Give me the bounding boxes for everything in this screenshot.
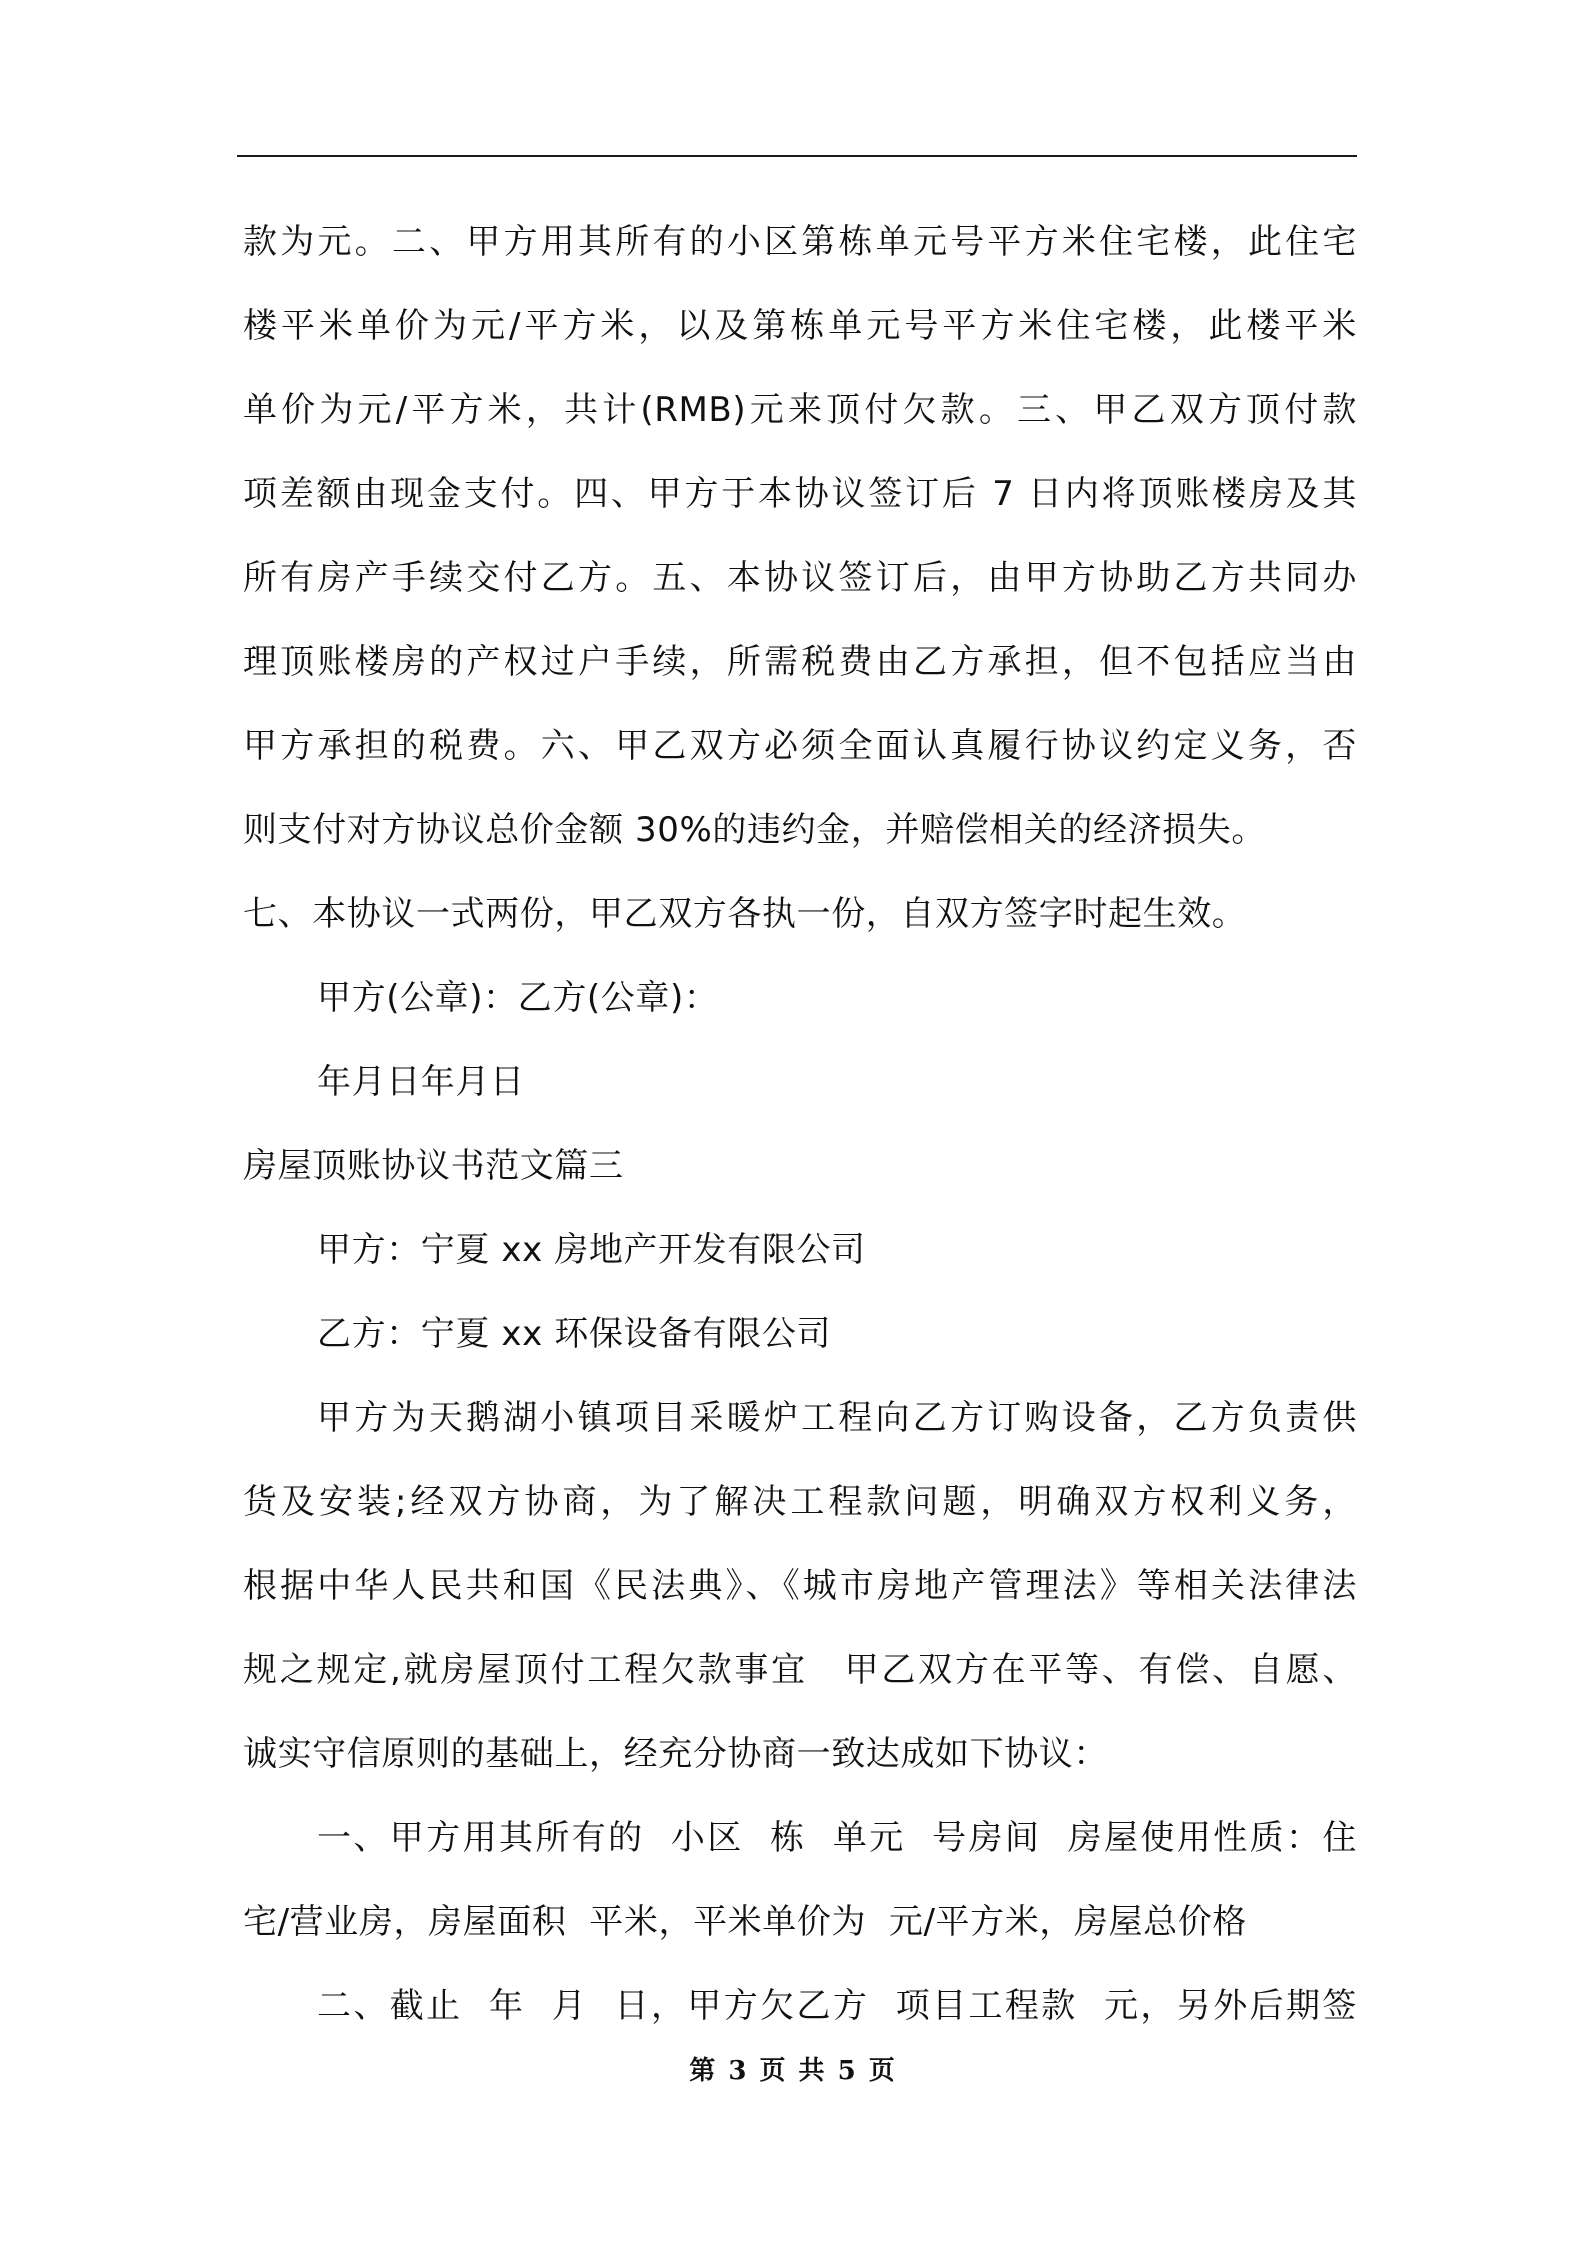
paragraph-line: 甲方为天鹅湖小镇项目采暖炉工程向乙方订购设备，乙方负责供 [317,1398,1357,1438]
paragraph-line: 单价为元/平方米，共计(RMB)元来顶付欠款。三、甲乙双方顶付款 [243,390,1357,430]
paragraph-line: 甲方承担的税费。六、甲乙双方必须全面认真履行协议约定义务，否 [243,726,1357,766]
paragraph-line: 七、本协议一式两份，甲乙双方各执一份，自双方签字时起生效。 [243,894,1247,934]
paragraph-line: 规之规定,就房屋顶付工程欠款事宜 甲乙双方在平等、有偿、自愿、 [243,1650,1357,1690]
date-line: 年月日年月日 [317,1062,525,1102]
party-b-line: 乙方：宁夏 xx 环保设备有限公司 [317,1314,832,1354]
paragraph-line: 款为元。二、甲方用其所有的小区第栋单元号平方米住宅楼，此住宅 [243,222,1357,262]
clause-line: 一、甲方用其所有的 小区 栋 单元 号房间 房屋使用性质：住 [317,1818,1357,1858]
paragraph-line: 诚实守信原则的基础上，经充分协商一致达成如下协议： [243,1734,1108,1774]
paragraph-line: 楼平米单价为元/平方米，以及第栋单元号平方米住宅楼，此楼平米 [243,306,1357,346]
paragraph-line: 则支付对方协议总价金额 30%的违约金，并赔偿相关的经济损失。 [243,810,1266,850]
clause-line: 二、截止 年 月 日，甲方欠乙方 项目工程款 元，另外后期签 [317,1986,1357,2026]
document-body [243,200,1357,2048]
section-title: 房屋顶账协议书范文篇三 [243,1146,624,1186]
paragraph-line: 项差额由现金支付。四、甲方于本协议签订后 7 日内将顶账楼房及其 [243,474,1357,514]
paragraph-line: 所有房产手续交付乙方。五、本协议签订后，由甲方协助乙方共同办 [243,558,1357,598]
party-a-line: 甲方：宁夏 xx 房地产开发有限公司 [317,1230,866,1270]
paragraph-line: 理顶账楼房的产权过户手续，所需税费由乙方承担，但不包括应当由 [243,642,1357,682]
signature-line: 甲方(公章)：乙方(公章)： [317,978,719,1018]
paragraph-line: 货及安装;经双方协商，为了解决工程款问题，明确双方权利义务， [243,1482,1357,1522]
header-rule [237,155,1357,157]
paragraph-line: 根据中华人民共和国《民法典》、《城市房地产管理法》等相关法律法 [243,1566,1357,1606]
page-number-footer: 第 3 页 共 5 页 [689,2056,897,2086]
clause-line: 宅/营业房，房屋面积 平米，平米单价为 元/平方米，房屋总价格 [243,1902,1247,1942]
